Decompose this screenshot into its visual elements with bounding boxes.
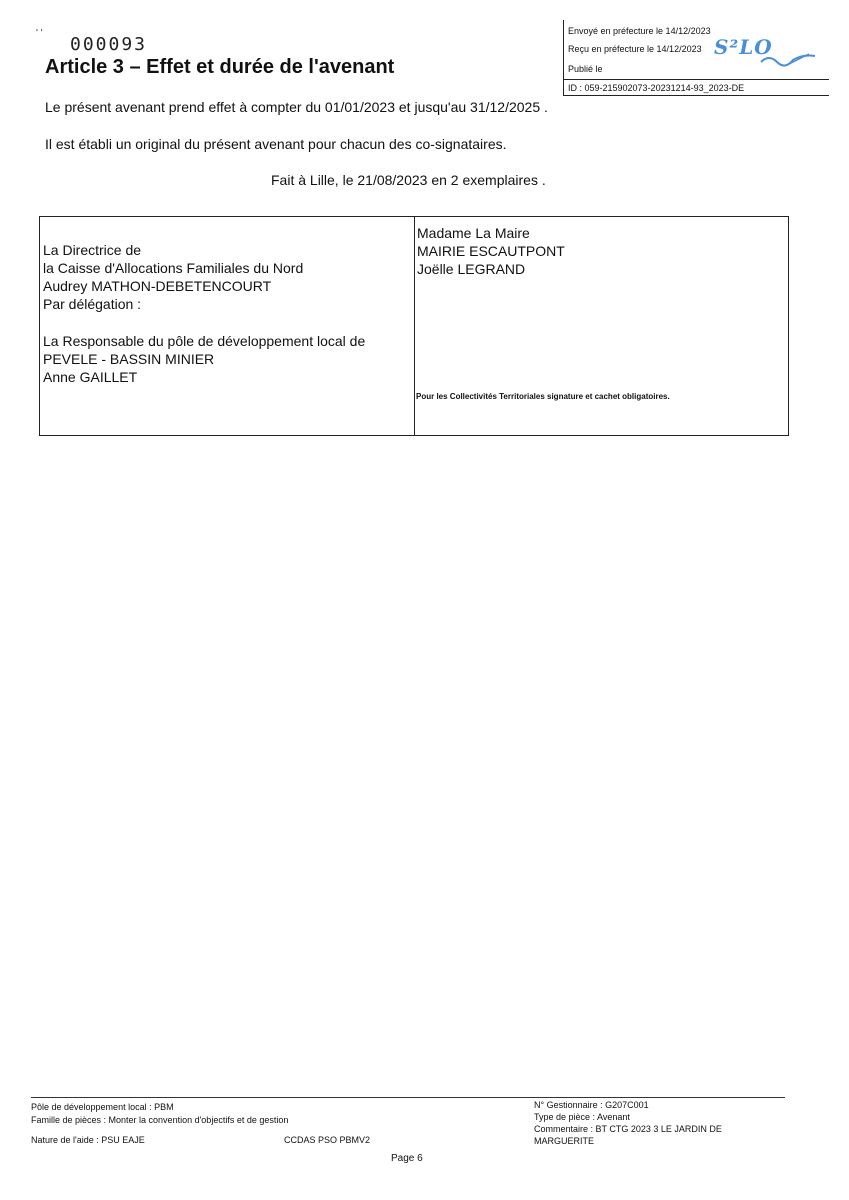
left-delegate-line-3: Anne GAILLET [43, 369, 138, 385]
stamp-signature: S²LO [714, 35, 773, 59]
left-delegate-block [43, 332, 365, 386]
left-line-1: La Directrice de [43, 242, 142, 258]
margin-tick-icon: ' ' [36, 28, 43, 39]
footer-famille: Famille de pièces : Monter la convention d'objectifs et de gestion [31, 1115, 289, 1125]
stamp-received: Reçu en préfecture le 14/12/2023 [568, 44, 702, 54]
prefecture-stamp [563, 20, 829, 96]
right-signatory-block [417, 224, 565, 278]
signature-note: Pour les Collectivités Territoriales signature et cachet obligatoires. [416, 392, 670, 401]
left-delegate-line-2: PEVELE - BASSIN MINIER [43, 351, 215, 367]
left-line-4: Par délégation : [43, 296, 142, 312]
stamp-divider [563, 79, 829, 80]
right-line-1: Madame La Maire [417, 225, 530, 241]
footer-rule [31, 1097, 785, 1098]
left-line-3: Audrey MATHON-DEBETENCOURT [43, 278, 272, 294]
footer-commentaire-1: Commentaire : BT CTG 2023 3 LE JARDIN DE [534, 1124, 722, 1134]
place-date: Fait à Lille, le 21/08/2023 en 2 exemplaires . [271, 172, 546, 188]
page-number: Page 6 [391, 1153, 423, 1164]
stamp-sent: Envoyé en préfecture le 14/12/2023 [568, 26, 711, 36]
left-delegate-line-1: La Responsable du pôle de développement local de [43, 333, 366, 349]
right-line-3: Joëlle LEGRAND [417, 261, 526, 277]
paragraph-original: Il est établi un original du présent avenant pour chacun des co-signataires. [45, 136, 507, 152]
paragraph-effect: Le présent avenant prend effet à compter du 01/01/2023 et jusqu'au 31/12/2025 . [45, 99, 548, 115]
signature-table [39, 216, 789, 436]
footer-gestionnaire: N° Gestionnaire : G207C001 [534, 1100, 649, 1110]
document-number: 000093 [70, 34, 148, 55]
left-line-2: la Caisse d'Allocations Familiales du Nord [43, 260, 304, 276]
left-signatory-block [43, 241, 303, 313]
signature-flourish-icon [759, 50, 819, 70]
footer-commentaire-2: MARGUERITE [534, 1136, 595, 1146]
stamp-published: Publié le [568, 64, 603, 74]
footer-nature: Nature de l'aide : PSU EAJE [31, 1135, 145, 1145]
table-divider [414, 217, 415, 435]
footer-pole: Pôle de développement local : PBM [31, 1102, 174, 1112]
footer-ccdas: CCDAS PSO PBMV2 [284, 1135, 371, 1145]
right-line-2: MAIRIE ESCAUTPONT [417, 243, 565, 259]
article-heading: Article 3 – Effet et durée de l'avenant [45, 56, 395, 78]
stamp-id: ID : 059-215902073-20231214-93_2023-DE [568, 83, 745, 93]
footer-type-piece: Type de pièce : Avenant [534, 1112, 630, 1122]
